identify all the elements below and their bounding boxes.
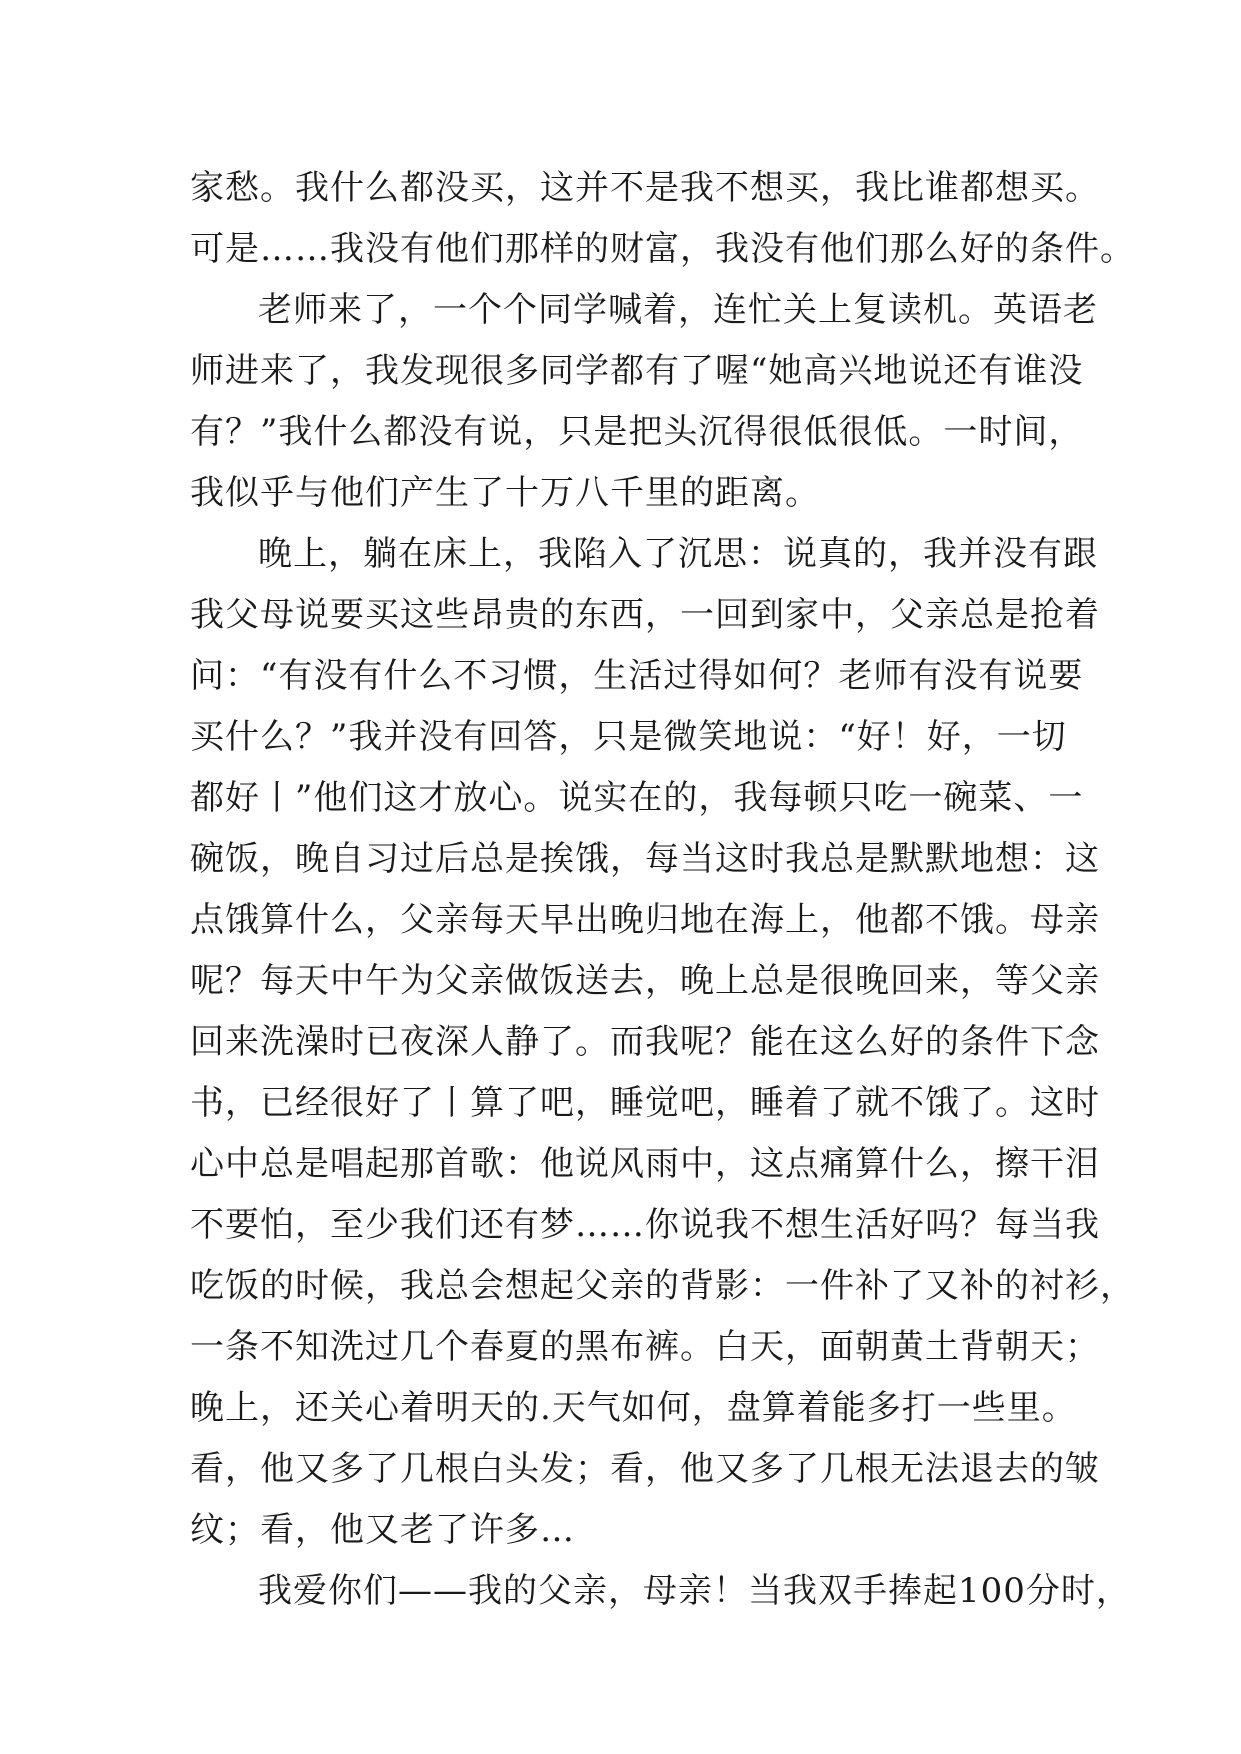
text-line: 一条不知洗过几个春夏的黑布裤。白天，面朝黄土背朝天； [190,1327,1100,1367]
text-line: 回来洗澡时已夜深人静了。而我呢？能在这么好的条件下念 [190,1022,1100,1062]
text-line: 吃饭的时候，我总会想起父亲的背影：一件补了又补的衬衫， [190,1266,1135,1306]
text-line: 不要怕，至少我们还有梦……你说我不想生活好吗？每当我 [190,1205,1100,1245]
text-line: 纹；看，他又老了许多… [190,1510,575,1550]
text-line: 我似乎与他们产生了十万八千里的距离。 [190,473,820,513]
text-line: 心中总是唱起那首歌：他说风雨中，这点痛算什么，擦干泪 [190,1144,1100,1184]
text-line: 呢？每天中午为父亲做饭送去，晚上总是很晚回来，等父亲 [190,961,1100,1001]
text-line: 问：“有没有什么不习惯，生活过得如何？老师有没有说要 [190,656,1084,696]
text-line: 晚上，还关心着明天的.天气如何，盘算着能多打一些里。 [190,1388,1077,1428]
text-line: 家愁。我什么都没买，这并不是我不想买，我比谁都想买。 [190,168,1100,208]
text-line: 书，已经很好了丨算了吧，睡觉吧，睡着了就不饿了。这时 [190,1083,1100,1123]
text-line: 师进来了，我发现很多同学都有了喔“她高兴地说还有谁没 [190,351,1084,391]
body-text [190,158,1135,1622]
text-line: 看，他又多了几根白头发；看，他又多了几根无法退去的皱 [190,1449,1100,1489]
text-line: 碗饭，晚自习过后总是挨饿，每当这时我总是默默地想：这 [190,839,1100,879]
text-line: 老师来了，一个个同学喊着，连忙关上复读机。英语老 [258,290,1098,330]
text-line: 我父母说要买这些昂贵的东西，一回到家中，父亲总是抢着 [190,595,1100,635]
text-line: 我爱你们——我的父亲，母亲！当我双手捧起100分时， [258,1571,1131,1611]
text-line: 晚上，躺在床上，我陷入了沉思：说真的，我并没有跟 [258,534,1098,574]
text-line: 可是……我没有他们那样的财富，我没有他们那么好的条件。 [190,229,1135,269]
text-line: 有？”我什么都没有说，只是把头沉得很低很低。一时间， [190,412,1084,452]
text-line: 都好丨”他们这才放心。说实在的，我每顿只吃一碗菜、一 [190,778,1084,818]
text-line: 点饿算什么，父亲每天早出晚归地在海上，他都不饿。母亲 [190,900,1100,940]
text-line: 买什么？”我并没有回答，只是微笑地说：“好！好，一切 [190,717,1067,757]
